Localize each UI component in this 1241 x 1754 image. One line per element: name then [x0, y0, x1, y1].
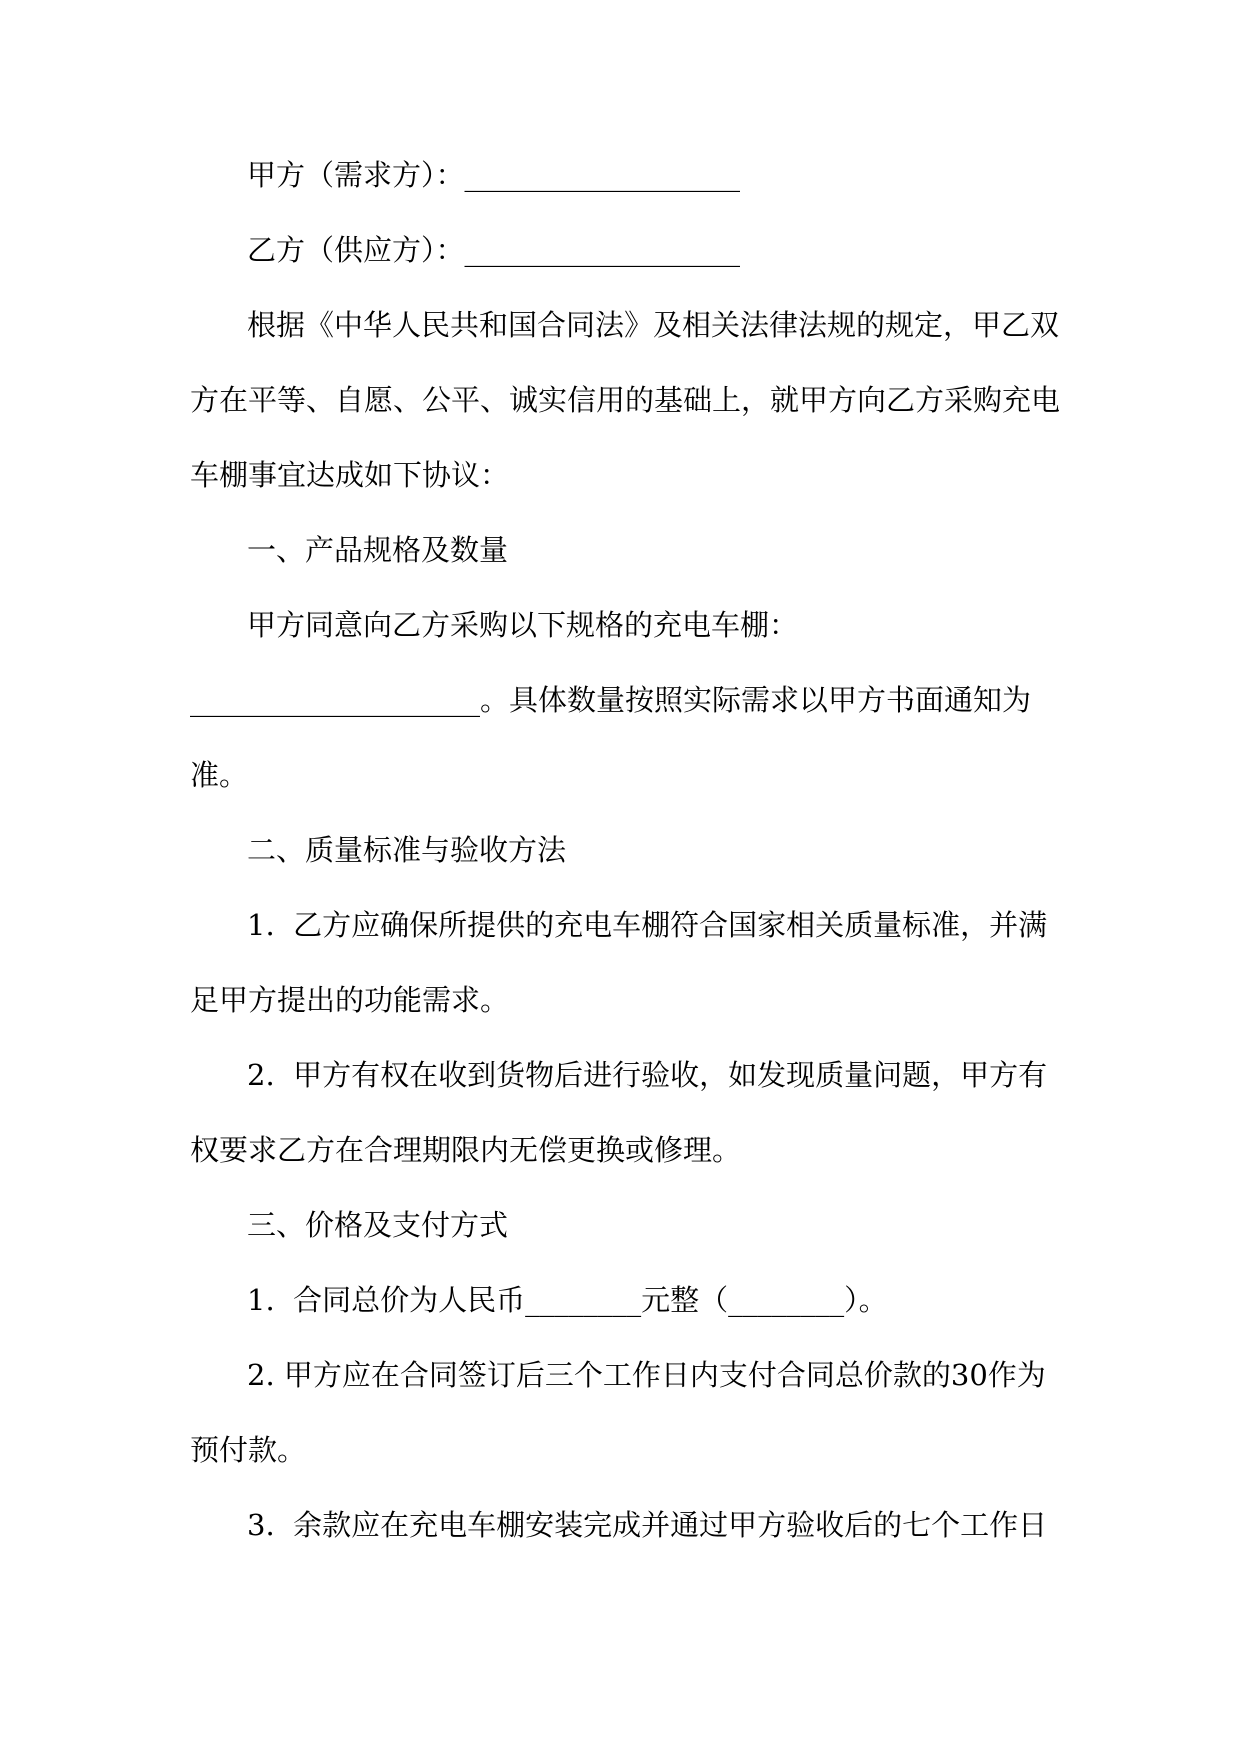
party-a-line: 甲方（需求方）：___________________	[247, 158, 741, 192]
preamble-line-1: 根据《中华人民共和国合同法》及相关法律法规的规定，甲乙双	[247, 308, 1060, 342]
section-1-heading: 一、产品规格及数量	[247, 533, 509, 567]
clause-3-2-line-2: 预付款。	[190, 1433, 307, 1467]
section-2-heading: 二、质量标准与验收方法	[247, 833, 567, 867]
clause-3-3-line-1: 3. 余款应在充电车棚安装完成并通过甲方验收后的七个工作日	[247, 1508, 1048, 1542]
clause-3-1: 1. 合同总价为人民币________元整（________）。	[247, 1283, 888, 1317]
preamble-line-2: 方在平等、自愿、公平、诚实信用的基础上，就甲方向乙方采购充电	[190, 383, 1061, 417]
section-1-text-3: 准。	[190, 758, 249, 792]
section-1-text-1: 甲方同意向乙方采购以下规格的充电车棚：	[247, 608, 799, 642]
clause-3-2-line-1: 2. 甲方应在合同签订后三个工作日内支付合同总价款的30作为	[247, 1358, 1046, 1392]
party-b-line: 乙方（供应方）：___________________	[247, 233, 741, 267]
preamble-line-3: 车棚事宜达成如下协议：	[190, 458, 510, 492]
clause-2-2-line-1: 2. 甲方有权在收到货物后进行验收，如发现质量问题，甲方有	[247, 1058, 1048, 1092]
clause-2-2-line-2: 权要求乙方在合理期限内无偿更换或修理。	[190, 1133, 742, 1167]
section-3-heading: 三、价格及支付方式	[247, 1208, 509, 1242]
clause-2-1-line-1: 1. 乙方应确保所提供的充电车棚符合国家相关质量标准，并满	[247, 908, 1048, 942]
section-1-text-2: ____________________。具体数量按照实际需求以甲方书面通知为	[190, 683, 1032, 717]
clause-2-1-line-2: 足甲方提出的功能需求。	[190, 983, 510, 1017]
